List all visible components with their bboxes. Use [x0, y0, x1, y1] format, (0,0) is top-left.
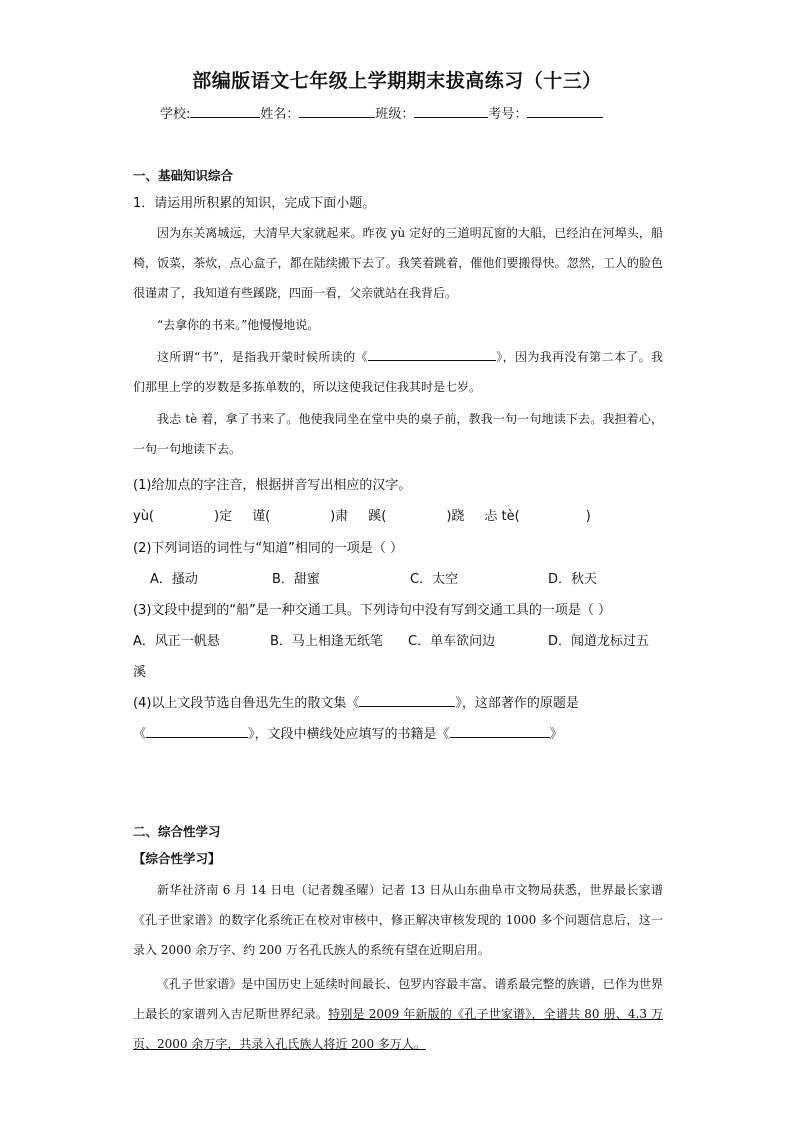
sub1-item-d-close: ) [585, 509, 591, 524]
news-paragraph-2 [133, 969, 663, 1059]
sub1-item-a-close: )定 [214, 509, 233, 524]
passage-paragraph-1: 因为东关离城远，大清早大家就起来。昨夜 yù 定好的三道明瓦窗的大船，已经泊在河埠头，船椅，饭菜，茶炊，点心盒子，都在陆续搬下去了。我笑着跳着，催他们要搬得快。忽然，工人的脸色很谨肃了，我知道有些蹊跷，四面一看，父亲就站在我背后。 [133, 226, 663, 300]
sub1-blanks-row [133, 505, 591, 524]
news-p2-text: 《孔子世家谱》是中国历史上延续时间最长、包罗内容最丰富、谱系最完整的族谱，已作为世界上最长的家谱列入吉尼斯世界纪录。 [133, 977, 663, 1021]
passage-paragraph-4: 我忐 tè 着，拿了书来了。他使我同坐在堂中央的桌子前，教我一句一句地读下去。我担着心，一句一句地读下去。 [133, 412, 663, 456]
sub3-option-d[interactable]: D．闻道龙标过五 [548, 634, 650, 649]
page-title: 部编版语文七年级上学期期末拔高练习（十三） [192, 70, 602, 92]
sub4-text-4: 》，文段中横线处应填写的书籍是《 [248, 727, 450, 742]
section2-heading: 二、综合性学习 [133, 824, 221, 839]
passage-p3-part2: 》，因为我再没有第二本了。我们那里上学的岁数是多拣单数的，所以这使我记住我其时是七岁。 [133, 350, 663, 394]
sub1-prompt: (1)给加点的字注音，根据拼音写出相应的汉字。 [133, 478, 412, 493]
sub4-text-3: 《 [133, 727, 147, 742]
q1-prompt: 1．请运用所积累的知识，完成下面小题。 [133, 196, 376, 211]
sub2-option-d[interactable]: D．秋天 [548, 572, 598, 587]
sub4-line-2 [133, 723, 563, 742]
sub3-prompt: (3)文段中提到的“船”是一种交通工具。下列诗句中没有写到交通工具的一项是（ ） [133, 603, 612, 618]
essay-collection-blank[interactable] [359, 694, 455, 707]
sub2-prompt: (2)下列词语的词性与“知道”相同的一项是（ ） [133, 541, 404, 556]
sub1-item-a-open: yù( [133, 509, 155, 524]
sub4-text-2: 》，这部著作的原题是 [455, 696, 579, 711]
sub4-text-5: 》 [549, 727, 563, 742]
sub4-text-1: (4)以上文段节选自鲁迅先生的散文集《 [133, 696, 360, 711]
passage-paragraph-2: “去拿你的书来。”他慢慢地说。 [157, 318, 320, 332]
book-title-blank[interactable] [368, 348, 496, 361]
school-field[interactable] [190, 105, 260, 118]
student-info-row [160, 103, 603, 122]
sub4-line-1 [133, 692, 579, 711]
sub2-option-b[interactable]: B．甜蜜 [272, 572, 320, 587]
book-name-blank[interactable] [450, 725, 550, 738]
exam-no-field[interactable] [527, 105, 603, 118]
class-field[interactable] [414, 105, 488, 118]
class-label: 班级： [375, 107, 415, 122]
original-title-blank[interactable] [146, 725, 248, 738]
sub3-option-b[interactable]: B．马上相逢无纸笔 [270, 634, 383, 649]
sub1-item-c-open: 蹊( [368, 509, 387, 524]
sub1-item-d-open: 忐 tè( [484, 509, 520, 524]
sub1-item-b-close: )肃 [330, 509, 349, 524]
school-label: 学校: [160, 107, 191, 122]
section2-subheading: 【综合性学习】 [133, 851, 221, 866]
news-paragraph-1: 新华社济南 6 月 14 日电（记者魏圣曜）记者 13 日从山东曲阜市文物局获悉，世界最长家谱《孔子世家谱》的数字化系统正在校对审核中，修正解决审核发现的 1000 多个问题信息后，这一录入 2000 余万字、约 200 万名孔氏族人的系统有望在近期启用。 [133, 883, 663, 957]
sub3-option-c[interactable]: C．单车欲问边 [408, 634, 496, 649]
section1-heading: 一、基础知识综合 [133, 168, 234, 183]
sub1-item-b-open: 谨( [252, 509, 271, 524]
sub2-option-a[interactable]: A．搔动 [150, 572, 198, 587]
sub2-option-c[interactable]: C．太空 [410, 572, 459, 587]
passage-p3-part1: 这所谓“书”，是指我开蒙时候所读的《 [157, 350, 368, 364]
name-label: 姓名： [260, 107, 300, 122]
sub3-option-d-wrap: 溪 [133, 665, 147, 680]
passage-paragraph-3 [133, 342, 663, 402]
exam-no-label: 考号： [488, 107, 528, 122]
name-field[interactable] [299, 105, 375, 118]
news-p2-underlined: 特别是 2009 年新版的《孔子世家谱》，全谱共 80 册、4.3 万页、2000 余万字，共录入孔氏族人将近 200 多万人。 [133, 1007, 663, 1051]
sub1-item-c-close: )跷 [446, 509, 465, 524]
sub3-option-a[interactable]: A．风正一帆悬 [133, 634, 220, 649]
